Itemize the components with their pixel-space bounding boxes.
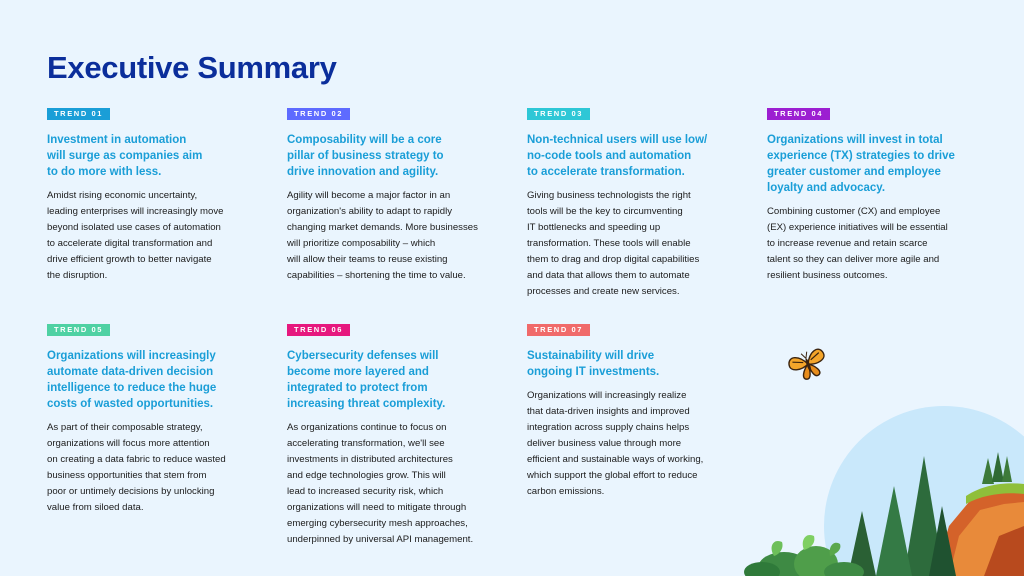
trend-badge: TREND 06 [287, 324, 350, 336]
heading-line: Investment in automation [47, 134, 187, 146]
body-line: tools will be the key to circumventing [527, 206, 683, 217]
trend-heading [767, 132, 1007, 196]
body-line: IT bottlenecks and speeding up [527, 222, 661, 233]
heading-line: costs of wasted opportunities. [47, 398, 214, 410]
body-line: accelerating transformation, we'll see [287, 438, 445, 449]
body-line: them to drag and drop digital capabilities [527, 254, 700, 265]
trend-body [287, 420, 509, 548]
heading-line: intelligence to reduce the huge [47, 382, 217, 394]
body-line: leading enterprises will increasingly move [47, 206, 224, 217]
body-line: transformation. These tools will enable [527, 238, 691, 249]
heading-line: to accelerate transformation. [527, 166, 685, 178]
trend-body [767, 204, 1007, 284]
body-line: which support the global effort to reduce [527, 470, 698, 481]
heading-line: integrated to protect from [287, 382, 428, 394]
body-line: Combining customer (CX) and employee [767, 206, 941, 217]
body-line: As organizations continue to focus on [287, 422, 447, 433]
body-line: poor or untimely decisions by unlocking [47, 486, 215, 497]
butterfly-icon [788, 346, 828, 382]
body-line: to increase revenue and retain scarce [767, 238, 928, 249]
body-line: resilient business outcomes. [767, 270, 888, 281]
body-line: talent so they can deliver more agile and [767, 254, 940, 265]
body-line: that data-driven insights and improved [527, 406, 690, 417]
body-line: the disruption. [47, 270, 108, 281]
heading-line: Sustainability will drive [527, 350, 655, 362]
trend-body [47, 420, 269, 516]
heading-line: Cybersecurity defenses will [287, 350, 439, 362]
trend-body [527, 188, 749, 300]
body-line: organizations will focus more attention [47, 438, 210, 449]
body-line: and edge technologies grow. This will [287, 470, 446, 481]
trend-card-03 [527, 103, 749, 300]
trend-body [527, 388, 749, 500]
body-line: drive efficient growth to better navigate [47, 254, 212, 265]
body-line: integration across supply chains helps [527, 422, 690, 433]
trend-card-01 [47, 103, 269, 284]
body-line: (EX) experience initiatives will be essential [767, 222, 948, 233]
trend-badge: TREND 07 [527, 324, 590, 336]
heading-line: ongoing IT investments. [527, 366, 660, 378]
body-line: carbon emissions. [527, 486, 605, 497]
trend-heading [47, 348, 269, 412]
body-line: to accelerate digital transformation and [47, 238, 213, 249]
heading-line: Non-technical users will use low/ [527, 134, 708, 146]
body-line: and data that allows them to automate [527, 270, 690, 281]
forest-illustration [744, 396, 1024, 576]
trend-heading [287, 348, 509, 412]
body-line: on creating a data fabric to reduce wasted [47, 454, 226, 465]
trend-body [47, 188, 269, 284]
trend-badge: TREND 05 [47, 324, 110, 336]
body-line: organizations will need to mitigate through [287, 502, 467, 513]
heading-line: no-code tools and automation [527, 150, 692, 162]
heading-line: increasing threat complexity. [287, 398, 446, 410]
heading-line: Organizations will invest in total [767, 134, 943, 146]
heading-line: drive innovation and agility. [287, 166, 439, 178]
trend-badge: TREND 02 [287, 108, 350, 120]
body-line: Organizations will increasingly realize [527, 390, 687, 401]
heading-line: Composability will be a core [287, 134, 442, 146]
heading-line: become more layered and [287, 366, 429, 378]
trend-card-04 [767, 103, 1007, 284]
body-line: efficient and sustainable ways of working, [527, 454, 704, 465]
body-line: value from siloed data. [47, 502, 144, 513]
body-line: investments in distributed architectures [287, 454, 453, 465]
body-line: changing market demands. More businesses [287, 222, 478, 233]
trend-heading [287, 132, 509, 180]
heading-line: greater customer and employee [767, 166, 941, 178]
trend-badge: TREND 03 [527, 108, 590, 120]
heading-line: experience (TX) strategies to drive [767, 150, 955, 162]
trend-card-07 [527, 319, 749, 500]
body-line: Agility will become a major factor in an [287, 190, 451, 201]
trend-badge: TREND 04 [767, 108, 830, 120]
trend-card-05 [47, 319, 269, 516]
body-line: emerging cybersecurity mesh approaches, [287, 518, 468, 529]
body-line: underpinned by universal API management. [287, 534, 474, 545]
body-line: lead to increased security risk, which [287, 486, 444, 497]
body-line: organization's ability to adapt to rapidly [287, 206, 453, 217]
body-line: beyond isolated use cases of automation [47, 222, 221, 233]
body-line: Amidst rising economic uncertainty, [47, 190, 198, 201]
body-line: processes and create new services. [527, 286, 680, 297]
body-line: deliver business value through more [527, 438, 682, 449]
heading-line: Organizations will increasingly [47, 350, 216, 362]
trend-card-06 [287, 319, 509, 548]
body-line: will prioritize composability – which [287, 238, 436, 249]
body-line: capabilities – shortening the time to value. [287, 270, 466, 281]
heading-line: will surge as companies aim [47, 150, 203, 162]
heading-line: automate data-driven decision [47, 366, 214, 378]
trend-card-02 [287, 103, 509, 284]
page-title: Executive Summary [47, 50, 337, 85]
trend-heading [527, 132, 749, 180]
body-line: will allow their teams to reuse existing [287, 254, 448, 265]
body-line: business opportunities that stem from [47, 470, 207, 481]
heading-line: loyalty and advocacy. [767, 182, 886, 194]
trend-body [287, 188, 509, 284]
heading-line: to do more with less. [47, 166, 162, 178]
trend-heading [47, 132, 269, 180]
heading-line: pillar of business strategy to [287, 150, 444, 162]
body-line: As part of their composable strategy, [47, 422, 203, 433]
trend-heading [527, 348, 749, 380]
body-line: Giving business technologists the right [527, 190, 691, 201]
trend-badge: TREND 01 [47, 108, 110, 120]
